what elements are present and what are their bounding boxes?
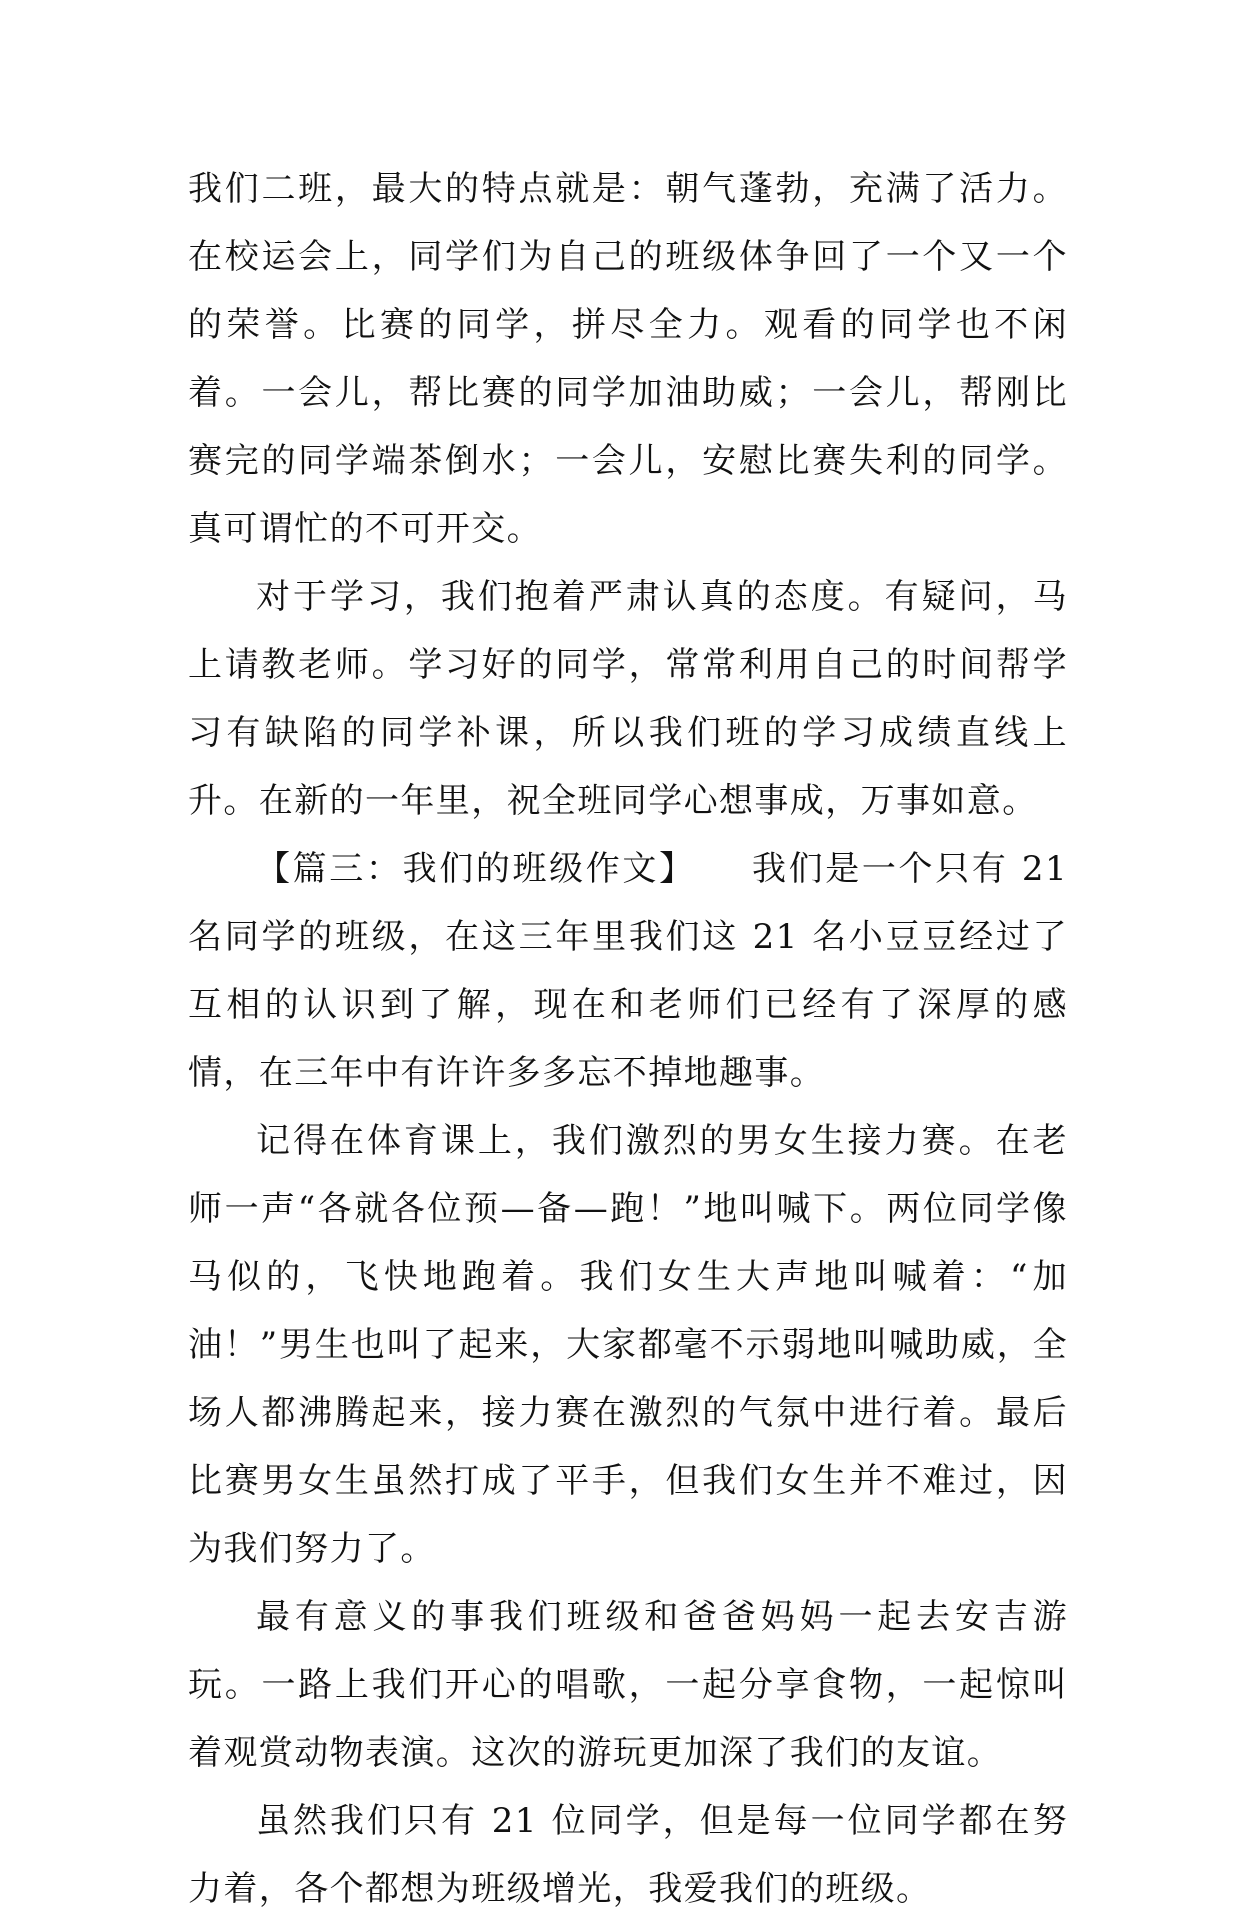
paragraph-anji-trip: 最有意义的事我们班级和爸爸妈妈一起去安吉游玩。一路上我们开心的唱歌，一起分享食物，一起惊叫着观赏动物表演。这次的游玩更加深了我们的友谊。 [188, 1597, 1068, 1773]
paragraph-study-attitude: 对于学习，我们抱着严肃认真的态度。有疑问，马上请教老师。学习好的同学，常常利用自己的时间帮学习有缺陷的同学补课，所以我们班的学习成绩直线上升。在新的一年里，祝全班同学心想事成，万事如意。 [188, 577, 1068, 821]
paragraph-class-two-sports: 我们二班，最大的特点就是：朝气蓬勃，充满了活力。在校运会上，同学们为自己的班级体争回了一个又一个的荣誉。比赛的同学，拼尽全力。观看的同学也不闲着。一会儿，帮比赛的同学加油助威；一会儿，帮刚比赛完的同学端茶倒水；一会儿，安慰比赛失利的同学。真可谓忙的不可开交。 [188, 169, 1068, 549]
paragraph-relay-race: 记得在体育课上，我们激烈的男女生接力赛。在老师一声“各就各位预—备—跑！”地叫喊下。两位同学像马似的，飞快地跑着。我们女生大声地叫喊着：“加油！”男生也叫了起来，大家都毫不示弱地叫喊助威，全场人都沸腾起来，接力赛在激烈的气氛中进行着。最后比赛男女生虽然打成了平手，但我们女生并不难过，因为我们努力了。 [188, 1121, 1068, 1569]
paragraph-section-three-intro: 【篇三：我们的班级作文】 我们是一个只有 21 名同学的班级，在这三年里我们这 21 名小豆豆经过了互相的认识到了解，现在和老师们已经有了深厚的感情，在三年中有许许多多忘不掉地趣事。 [188, 849, 1068, 1093]
document-body [188, 155, 1068, 1923]
paragraph-conclusion: 虽然我们只有 21 位同学，但是每一位同学都在努力着，各个都想为班级增光，我爱我们的班级。 [188, 1801, 1068, 1909]
